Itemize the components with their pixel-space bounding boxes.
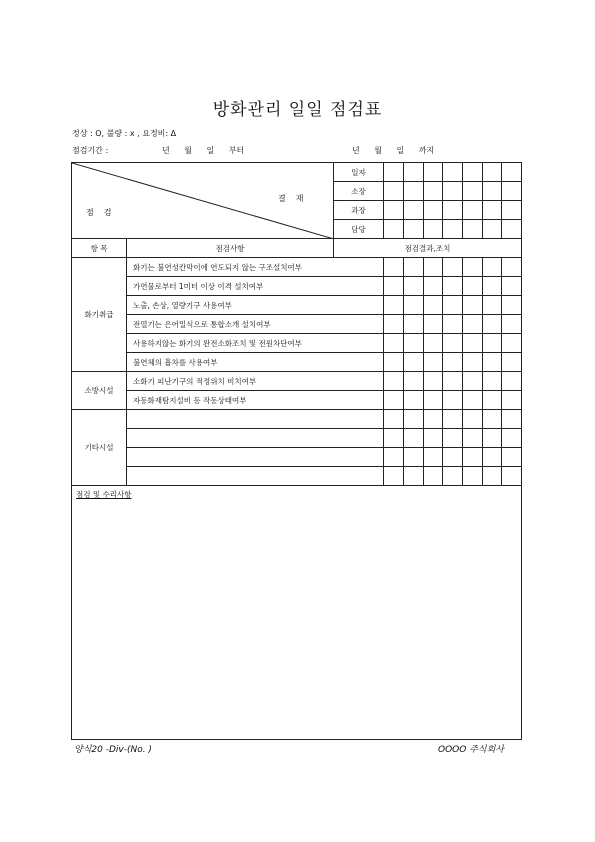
approval-entry-cell[interactable] [404, 182, 424, 201]
check-item [127, 448, 384, 467]
result-cell[interactable] [483, 448, 502, 467]
result-cell[interactable] [443, 448, 463, 467]
result-cell[interactable] [404, 296, 424, 315]
result-cell[interactable] [384, 372, 404, 391]
result-cell[interactable] [502, 391, 522, 410]
result-cell[interactable] [483, 258, 502, 277]
section-name: 기타시설 [72, 410, 127, 486]
approve-label: 결재 [278, 194, 314, 203]
result-cell[interactable] [483, 296, 502, 315]
result-cell[interactable] [502, 467, 522, 486]
result-cell[interactable] [424, 296, 443, 315]
result-cell[interactable] [443, 410, 463, 429]
result-cell[interactable] [463, 353, 483, 372]
approval-entry-cell[interactable] [502, 182, 522, 201]
check-row [72, 410, 522, 429]
result-cell[interactable] [463, 429, 483, 448]
approval-entry-cell[interactable] [384, 201, 404, 220]
result-cell[interactable] [404, 448, 424, 467]
result-cell[interactable] [384, 334, 404, 353]
approval-entry-cell[interactable] [424, 220, 443, 239]
result-cell[interactable] [502, 296, 522, 315]
check-row [72, 391, 522, 410]
result-cell[interactable] [463, 296, 483, 315]
approval-entry-cell[interactable] [404, 163, 424, 182]
approval-entry-cell[interactable] [404, 220, 424, 239]
result-cell[interactable] [483, 372, 502, 391]
result-cell[interactable] [384, 448, 404, 467]
inspection-table [71, 162, 522, 740]
result-cell[interactable] [463, 315, 483, 334]
result-cell[interactable] [483, 391, 502, 410]
approval-diagonal-cell [72, 163, 334, 239]
result-cell[interactable] [404, 410, 424, 429]
approval-entry-cell[interactable] [483, 201, 502, 220]
notes-area[interactable] [72, 486, 522, 740]
result-cell[interactable] [404, 372, 424, 391]
approval-row [72, 163, 522, 182]
result-cell[interactable] [483, 429, 502, 448]
result-cell[interactable] [424, 315, 443, 334]
legend-text: 정상 : O, 불량 : x , 요정비: Δ [72, 129, 177, 138]
result-cell[interactable] [424, 372, 443, 391]
approval-entry-cell[interactable] [483, 220, 502, 239]
result-cell[interactable] [502, 410, 522, 429]
inspect-label: 점검 [86, 208, 122, 217]
column-header-row [72, 239, 522, 258]
result-cell[interactable] [483, 353, 502, 372]
result-cell[interactable] [502, 448, 522, 467]
result-cell[interactable] [463, 410, 483, 429]
result-cell[interactable] [463, 372, 483, 391]
result-cell[interactable] [483, 315, 502, 334]
result-cell[interactable] [404, 467, 424, 486]
result-cell[interactable] [384, 277, 404, 296]
approval-role: 과장 [334, 201, 384, 220]
approval-entry-cell[interactable] [443, 201, 463, 220]
result-cell[interactable] [502, 429, 522, 448]
approval-entry-cell[interactable] [424, 163, 443, 182]
result-cell[interactable] [384, 467, 404, 486]
result-cell[interactable] [384, 258, 404, 277]
check-item: 노출, 손상, 열량기구 사용여부 [127, 296, 384, 315]
result-cell[interactable] [463, 334, 483, 353]
result-cell[interactable] [384, 410, 404, 429]
result-cell[interactable] [443, 429, 463, 448]
result-cell[interactable] [424, 448, 443, 467]
result-cell[interactable] [463, 467, 483, 486]
approval-entry-cell[interactable] [384, 163, 404, 182]
result-cell[interactable] [483, 277, 502, 296]
result-cell[interactable] [502, 372, 522, 391]
check-row [72, 315, 522, 334]
notes-row [72, 486, 522, 740]
result-cell[interactable] [483, 334, 502, 353]
result-cell[interactable] [384, 429, 404, 448]
result-cell[interactable] [404, 353, 424, 372]
approval-entry-cell[interactable] [502, 201, 522, 220]
result-cell[interactable] [463, 258, 483, 277]
result-cell[interactable] [384, 353, 404, 372]
result-cell[interactable] [502, 258, 522, 277]
approval-entry-cell[interactable] [463, 182, 483, 201]
approval-entry-cell[interactable] [404, 201, 424, 220]
result-cell[interactable] [443, 353, 463, 372]
result-cell[interactable] [443, 391, 463, 410]
result-cell[interactable] [424, 467, 443, 486]
column-item: 항 목 [72, 239, 127, 258]
check-item [127, 467, 384, 486]
approval-entry-cell[interactable] [443, 182, 463, 201]
check-row [72, 334, 522, 353]
check-item: 사용하지않는 화기의 완전소화조치 및 전원차단여부 [127, 334, 384, 353]
check-item: 자동화재탐지설비 등 작동상태여부 [127, 391, 384, 410]
check-row [72, 258, 522, 277]
notes-label: 점검 및 수리사항 [76, 490, 132, 499]
check-item: 화기는 불연성칸막이에 연도되지 않는 구조설치여부 [127, 258, 384, 277]
check-row [72, 277, 522, 296]
result-cell[interactable] [502, 353, 522, 372]
form-code: 양식20 -Div-(No. ) [74, 745, 152, 755]
result-cell[interactable] [443, 258, 463, 277]
period-to: 년 월 일 까지 [352, 146, 435, 155]
approval-entry-cell[interactable] [443, 220, 463, 239]
approval-role: 일자 [334, 163, 384, 182]
result-cell[interactable] [443, 334, 463, 353]
result-cell[interactable] [424, 258, 443, 277]
result-cell[interactable] [483, 467, 502, 486]
check-row [72, 429, 522, 448]
section-name: 소방시설 [72, 372, 127, 410]
approval-entry-cell[interactable] [384, 220, 404, 239]
result-cell[interactable] [424, 429, 443, 448]
result-cell[interactable] [404, 258, 424, 277]
result-cell[interactable] [463, 448, 483, 467]
column-result: 점검결과,조치 [334, 239, 522, 258]
company-name: OOOO 주식회사 [438, 745, 504, 755]
approval-entry-cell[interactable] [483, 163, 502, 182]
result-cell[interactable] [483, 410, 502, 429]
result-cell[interactable] [404, 334, 424, 353]
result-cell[interactable] [424, 334, 443, 353]
check-row [72, 372, 522, 391]
result-cell[interactable] [502, 334, 522, 353]
result-cell[interactable] [424, 410, 443, 429]
approval-entry-cell[interactable] [384, 182, 404, 201]
result-cell[interactable] [384, 315, 404, 334]
approval-entry-cell[interactable] [424, 201, 443, 220]
check-item: 전열기는 은어밀식으로 통합소개 설치여부 [127, 315, 384, 334]
approval-entry-cell[interactable] [463, 163, 483, 182]
result-cell[interactable] [424, 277, 443, 296]
approval-entry-cell[interactable] [483, 182, 502, 201]
result-cell[interactable] [463, 391, 483, 410]
result-cell[interactable] [443, 315, 463, 334]
result-cell[interactable] [502, 277, 522, 296]
period-from: 년 월 일 부터 [162, 146, 245, 155]
approval-role: 담당 [334, 220, 384, 239]
check-item: 불연체의 흡차를 사용여부 [127, 353, 384, 372]
result-cell[interactable] [384, 391, 404, 410]
check-item [127, 429, 384, 448]
result-cell[interactable] [443, 372, 463, 391]
result-cell[interactable] [424, 391, 443, 410]
result-cell[interactable] [424, 353, 443, 372]
result-cell[interactable] [463, 277, 483, 296]
result-cell[interactable] [443, 277, 463, 296]
result-cell[interactable] [384, 296, 404, 315]
check-item: 소화기 피난기구의 적정위치 비치여부 [127, 372, 384, 391]
result-cell[interactable] [404, 315, 424, 334]
approval-entry-cell[interactable] [443, 163, 463, 182]
check-item: 가연물로부터 1미터 이상 이격 설치여부 [127, 277, 384, 296]
period-label: 점검기간 : [72, 146, 109, 155]
approval-role: 소장 [334, 182, 384, 201]
result-cell[interactable] [404, 277, 424, 296]
approval-entry-cell[interactable] [502, 163, 522, 182]
approval-entry-cell[interactable] [463, 201, 483, 220]
approval-entry-cell[interactable] [424, 182, 443, 201]
column-content: 점검사항 [127, 239, 334, 258]
check-item [127, 410, 384, 429]
result-cell[interactable] [443, 467, 463, 486]
section-name: 화기취급 [72, 258, 127, 372]
check-row [72, 296, 522, 315]
result-cell[interactable] [404, 391, 424, 410]
page-title: 방화관리 일일 점검표 [212, 100, 383, 120]
check-row [72, 353, 522, 372]
check-row [72, 467, 522, 486]
approval-entry-cell[interactable] [463, 220, 483, 239]
result-cell[interactable] [502, 315, 522, 334]
approval-entry-cell[interactable] [502, 220, 522, 239]
result-cell[interactable] [443, 296, 463, 315]
result-cell[interactable] [404, 429, 424, 448]
check-row [72, 448, 522, 467]
